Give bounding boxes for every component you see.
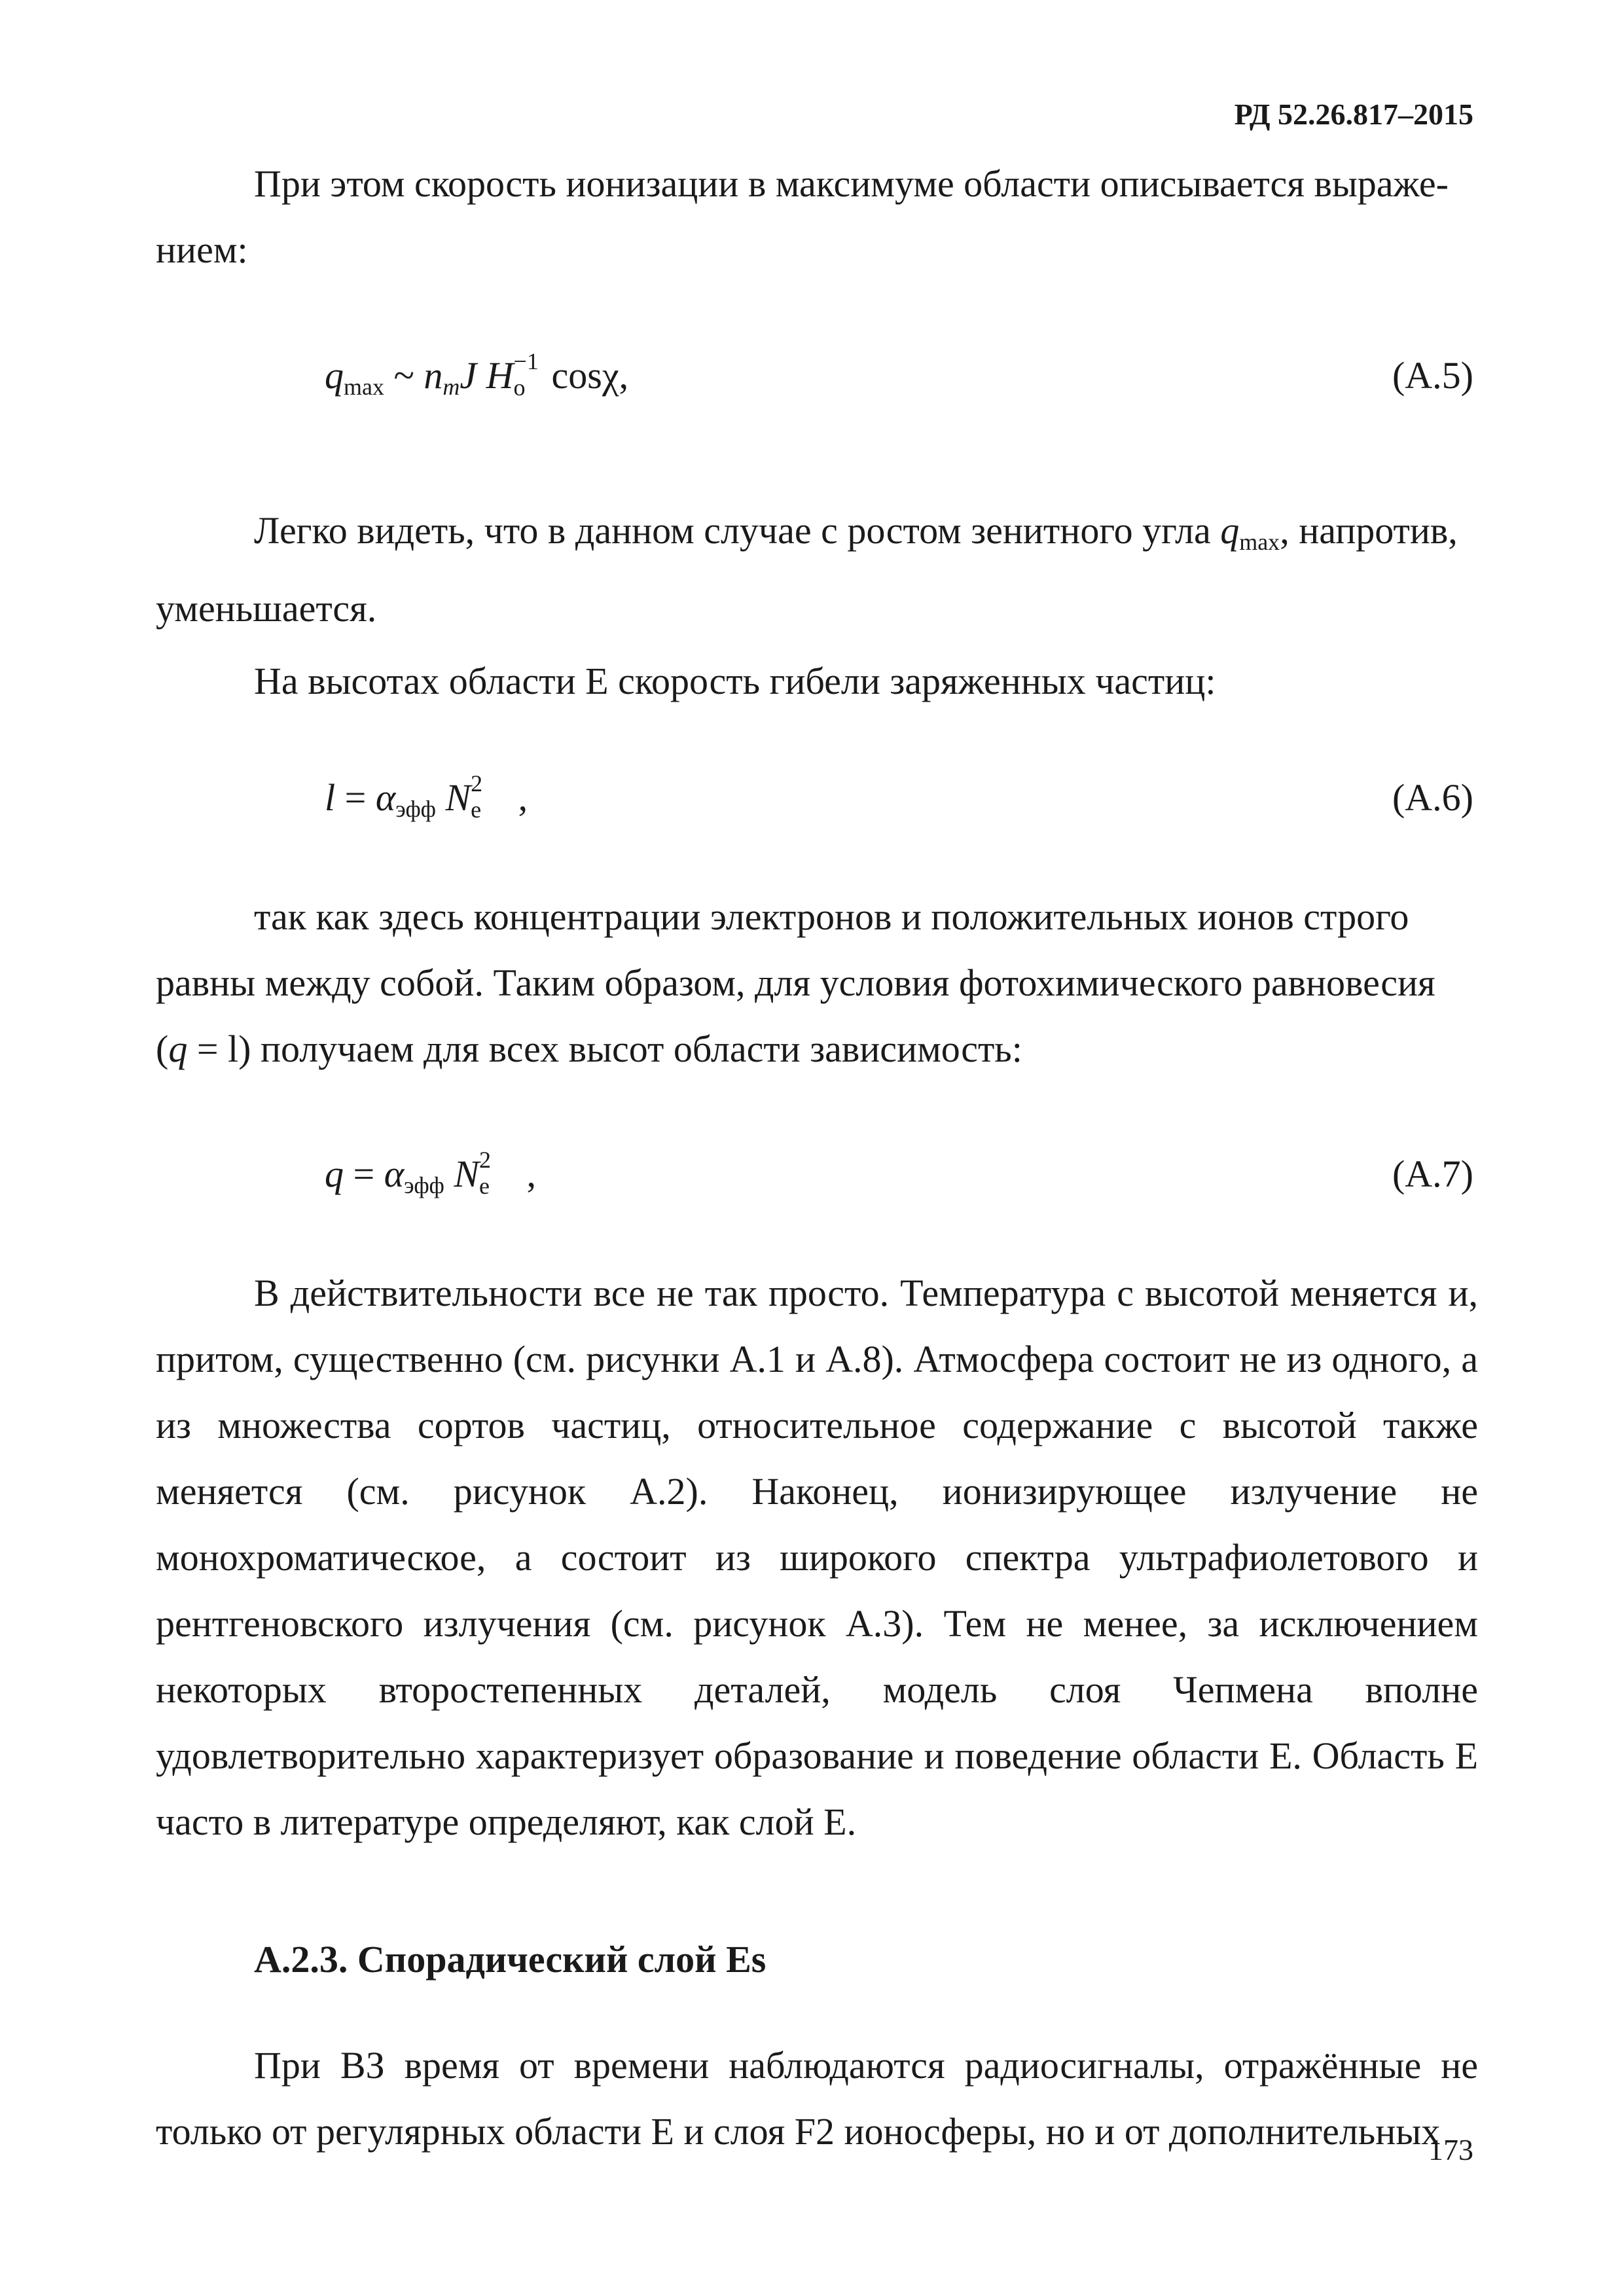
formula-a5: [325, 348, 1473, 406]
formula-expression: $q_{max}$ ~ nmJ H −1 o cosχ,: [325, 348, 629, 401]
paragraph-line: На высотах области E скорость гибели заряженных частиц:: [254, 660, 1216, 702]
paragraph-line: уменьшается.: [156, 587, 377, 630]
document-id-header: РД 52.26.817–2015: [1234, 98, 1473, 131]
paragraph-equilibrium: [156, 884, 1478, 1082]
formula-a6: [325, 770, 1473, 828]
section-heading: A.2.3. Спорадический слой Es: [254, 1938, 767, 1981]
paragraph-ionization-rate: [156, 151, 1478, 283]
formula-number: (A.6): [1392, 776, 1473, 819]
paragraph-sporadic: [156, 2032, 1478, 2164]
formula-number: (A.5): [1392, 354, 1473, 397]
paragraph-line: Легко видеть, что в данном случае с ростом зенитного угла $q_{max}$, напротив,: [254, 509, 1458, 555]
page-number: 173: [1428, 2133, 1473, 2166]
formula-a7: [325, 1147, 1473, 1204]
paragraph-zenith-angle: [156, 497, 1478, 641]
paragraph-line: нием:: [156, 228, 248, 271]
formula-expression: $q = \alpha_{эфф}$ N 2 e ,: [325, 1147, 537, 1199]
paragraph-text: В действительности все не так просто. Температура с высотой меняется и, притом, существенно (см. рисунки A.1 и A.8). Атмосфера состоит не из одного, а из множества сортов частиц, относительное содержание с высотой также меняется (см. рисунок A.2). Наконец, ионизирующее излучение не монохроматическое, а состоит из широкого спектра ультрафиолетового и рентгеновского излучения (см. рисунок A.3). Тем не менее, за исключением некоторых второстепенных деталей, модель слоя Чепмена вполне удовлетворительно характеризует образование и поведение области E. Область E часто в литературе определяют, как слой E.: [156, 1272, 1478, 1843]
formula-expression: $l = \alpha_{эфф}$ N 2 e ,: [325, 770, 528, 823]
paragraph-line: равны между собой. Таким образом, для условия фотохимического равновесия: [156, 961, 1435, 1004]
formula-number: (A.7): [1392, 1153, 1473, 1195]
paragraph-line: (q = l) получаем для всех высот области зависимость:: [156, 1028, 1022, 1070]
paragraph-line: При этом скорость ионизации в максимуме области описывается выраже-: [254, 162, 1449, 205]
paragraph-text: При ВЗ время от времени наблюдаются радиосигналы, отражённые не только от регулярных области E и слоя F2 ионосферы, но и от дополнительных: [156, 2044, 1478, 2153]
paragraph-recombination: [156, 648, 1478, 714]
paragraph-reality: [156, 1260, 1478, 1855]
paragraph-line: так как здесь концентрации электронов и положительных ионов строго: [254, 895, 1409, 938]
